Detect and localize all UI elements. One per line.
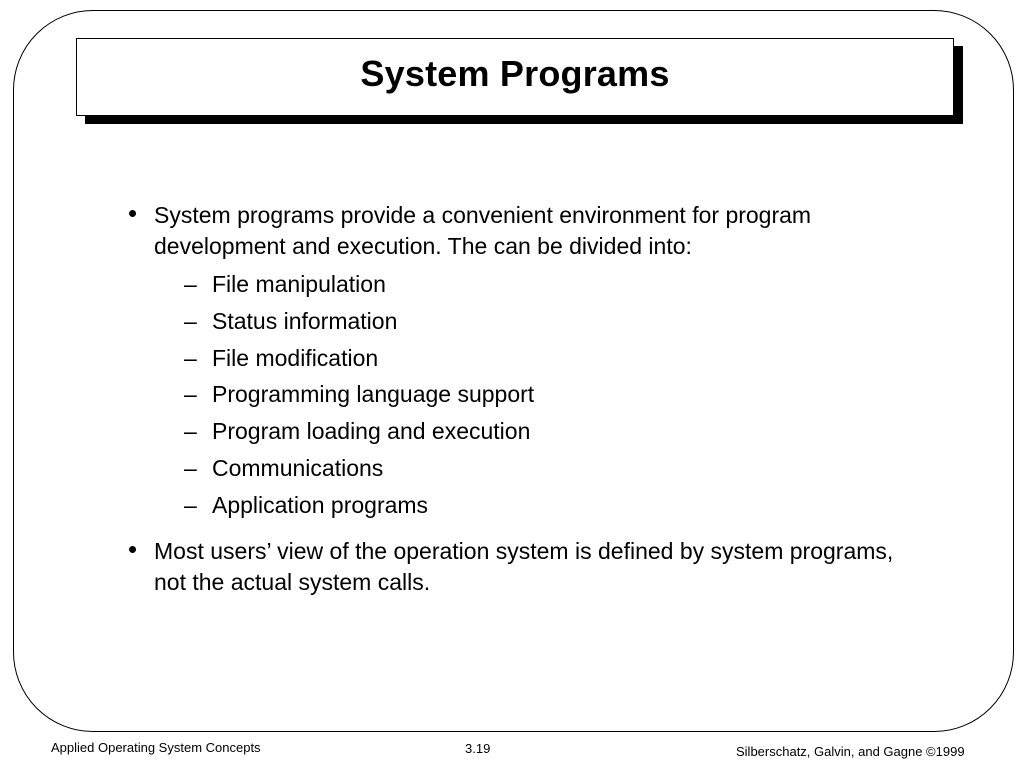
sub-bullet-item	[154, 376, 908, 413]
dash-icon: –	[184, 344, 197, 371]
dash-icon: –	[184, 491, 197, 518]
bullet-text: Most users’ view of the operation system is defined by system programs, not the actual system calls.	[154, 537, 894, 595]
slide-title: System Programs	[360, 53, 670, 94]
sub-bullet-text: Communications	[212, 454, 384, 481]
sub-bullet-text: File modification	[212, 344, 379, 371]
sub-bullet-text: Program loading and execution	[212, 418, 531, 445]
dash-icon: –	[184, 454, 197, 481]
sub-bullet-item	[154, 303, 908, 340]
sub-bullet-text: Programming language support	[212, 381, 535, 408]
bullet-item	[128, 533, 908, 598]
sub-bullet-text: Status information	[212, 307, 398, 334]
sub-bullet-item	[154, 340, 908, 377]
sub-bullet-list	[154, 266, 908, 524]
sub-bullet-item	[154, 413, 908, 450]
footer-copyright: Silberschatz, Galvin, and Gagne ©1999	[736, 744, 965, 759]
title-box	[76, 38, 954, 116]
bullet-text: System programs provide a convenient environment for program development and execution. The can be divided into:	[154, 202, 812, 259]
sub-bullet-item	[154, 450, 908, 487]
sub-bullet-item	[154, 266, 908, 303]
dash-icon: –	[184, 307, 197, 334]
dash-icon: –	[184, 271, 197, 297]
sub-bullet-item	[154, 487, 908, 524]
bullet-item	[128, 200, 908, 524]
dash-icon: –	[184, 418, 197, 445]
footer-course-title: Applied Operating System Concepts	[51, 740, 261, 755]
bullet-icon: •	[128, 533, 138, 564]
sub-bullet-text: File manipulation	[212, 271, 386, 297]
footer-page-number: 3.19	[465, 741, 491, 756]
bullet-list	[128, 200, 908, 598]
bullet-icon: •	[128, 198, 138, 228]
sub-bullet-text: Application programs	[212, 491, 429, 518]
dash-icon: –	[184, 381, 197, 408]
